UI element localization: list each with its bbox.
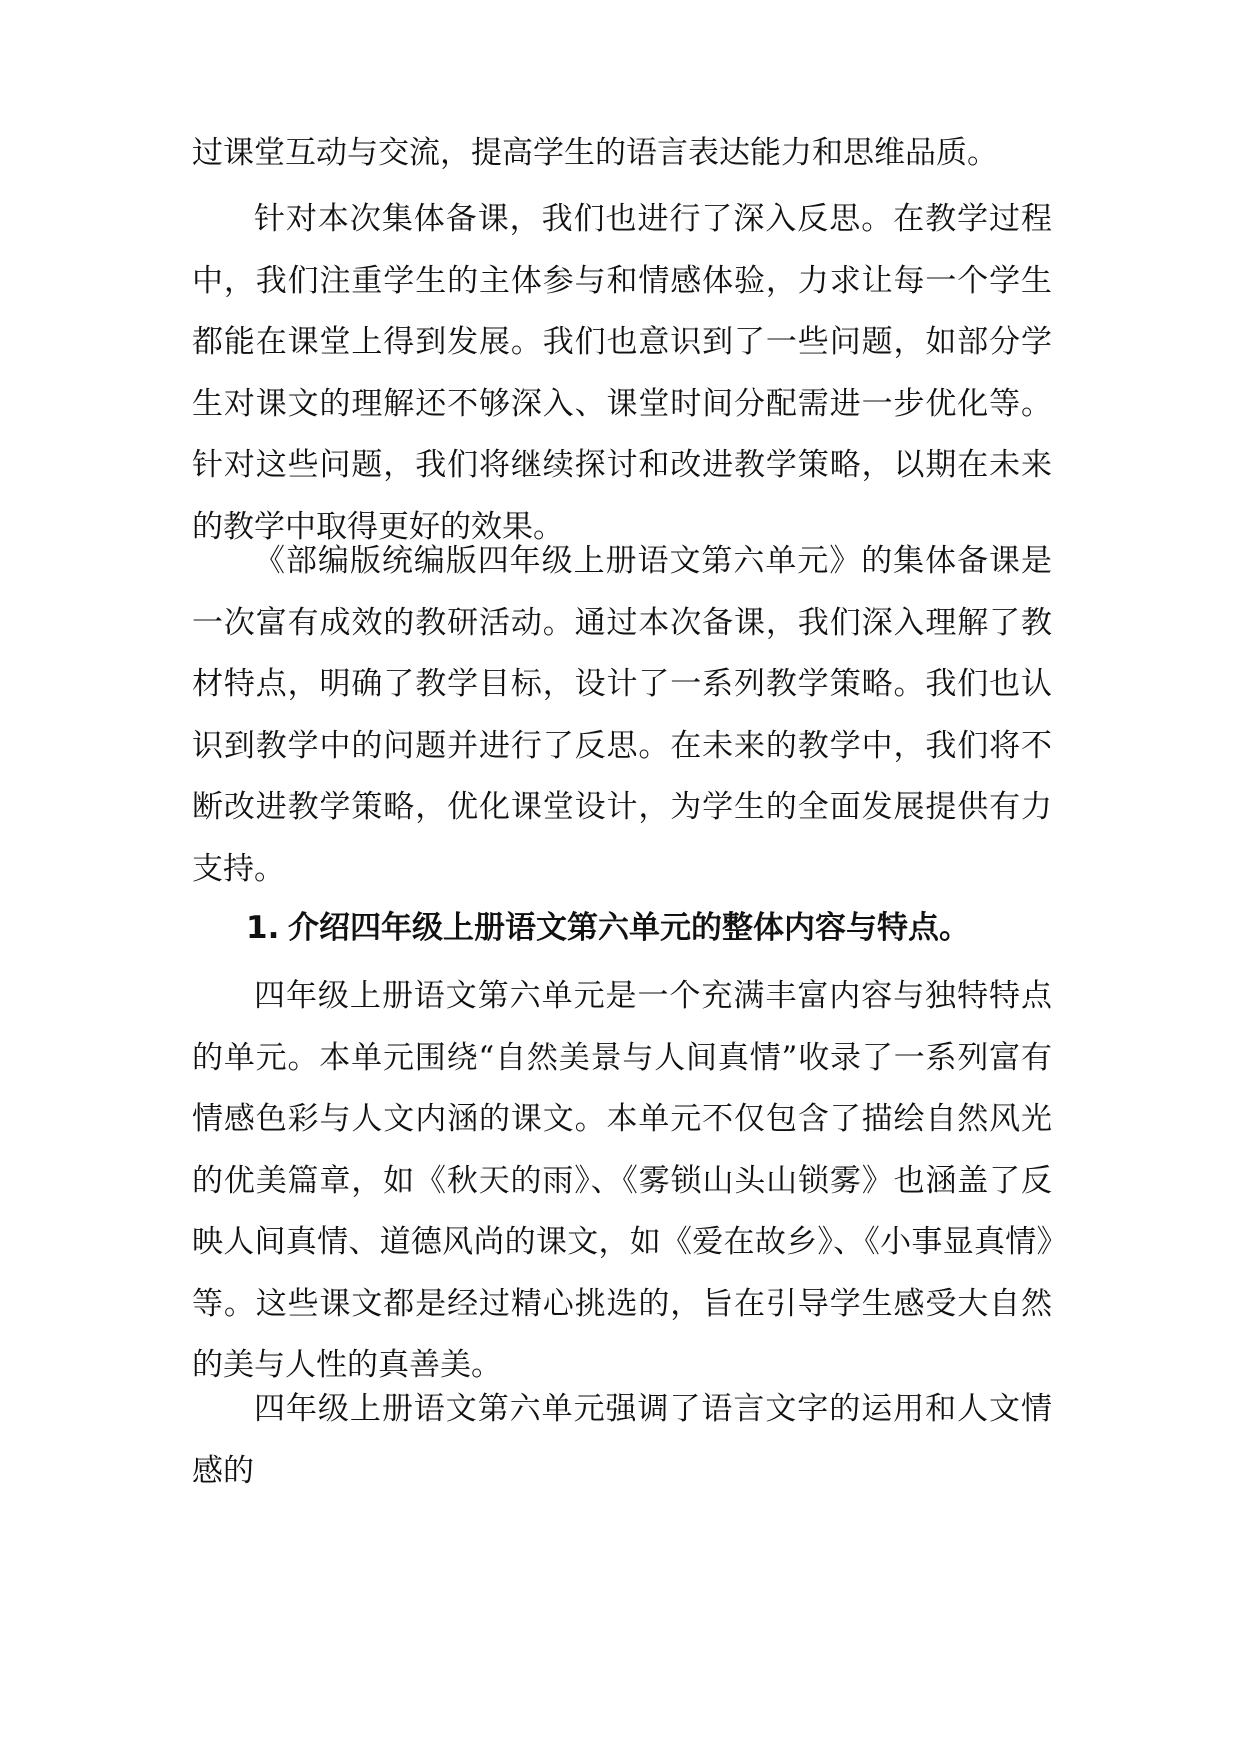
section-number: 1. bbox=[246, 910, 280, 946]
section-title: 介绍四年级上册语文第六单元的整体内容与特点。 bbox=[288, 910, 970, 946]
paragraph-summary: 《部编版统编版四年级上册语文第六单元》的集体备课是一次富有成效的教研活动。通过本次备课，我们深入理解了教材特点，明确了教学目标，设计了一系列教学策略。我们也认识到教学中的问题并进行了反思。在未来的教学中，我们将不断改进教学策略，优化课堂设计，为学生的全面发展提供有力支持。 bbox=[192, 543, 1052, 887]
paragraph-unit-overview: 四年级上册语文第六单元是一个充满丰富内容与独特特点的单元。本单元围绕“自然美景与人间真情”收录了一系列富有情感色彩与人文内涵的课文。本单元不仅包含了描绘自然风光的优美篇章，如《秋天的雨》、《雾锁山头山锁雾》也涵盖了反映人间真情、道德风尚的课文，如《爱在故乡》、《小事显真情》等。这些课文都是经过精心挑选的，旨在引导学生感受大自然的美与人性的真善美。 bbox=[192, 978, 1052, 1383]
paragraph-reflection: 针对本次集体备课，我们也进行了深入反思。在教学过程中，我们注重学生的主体参与和情感体验，力求让每一个学生都能在课堂上得到发展。我们也意识到了一些问题，如部分学生对课文的理解还不够深入、课堂时间分配需进一步优化等。针对这些问题，我们将继续探讨和改进教学策略，以期在未来的教学中取得更好的效果。 bbox=[192, 201, 1052, 545]
paragraph-continued: 过课堂互动与交流，提高学生的语言表达能力和思维品质。 bbox=[192, 135, 998, 171]
section-heading bbox=[246, 898, 1066, 960]
paragraph-unit-emphasis: 四年级上册语文第六单元强调了语言文字的运用和人文情感的 bbox=[192, 1391, 1052, 1489]
